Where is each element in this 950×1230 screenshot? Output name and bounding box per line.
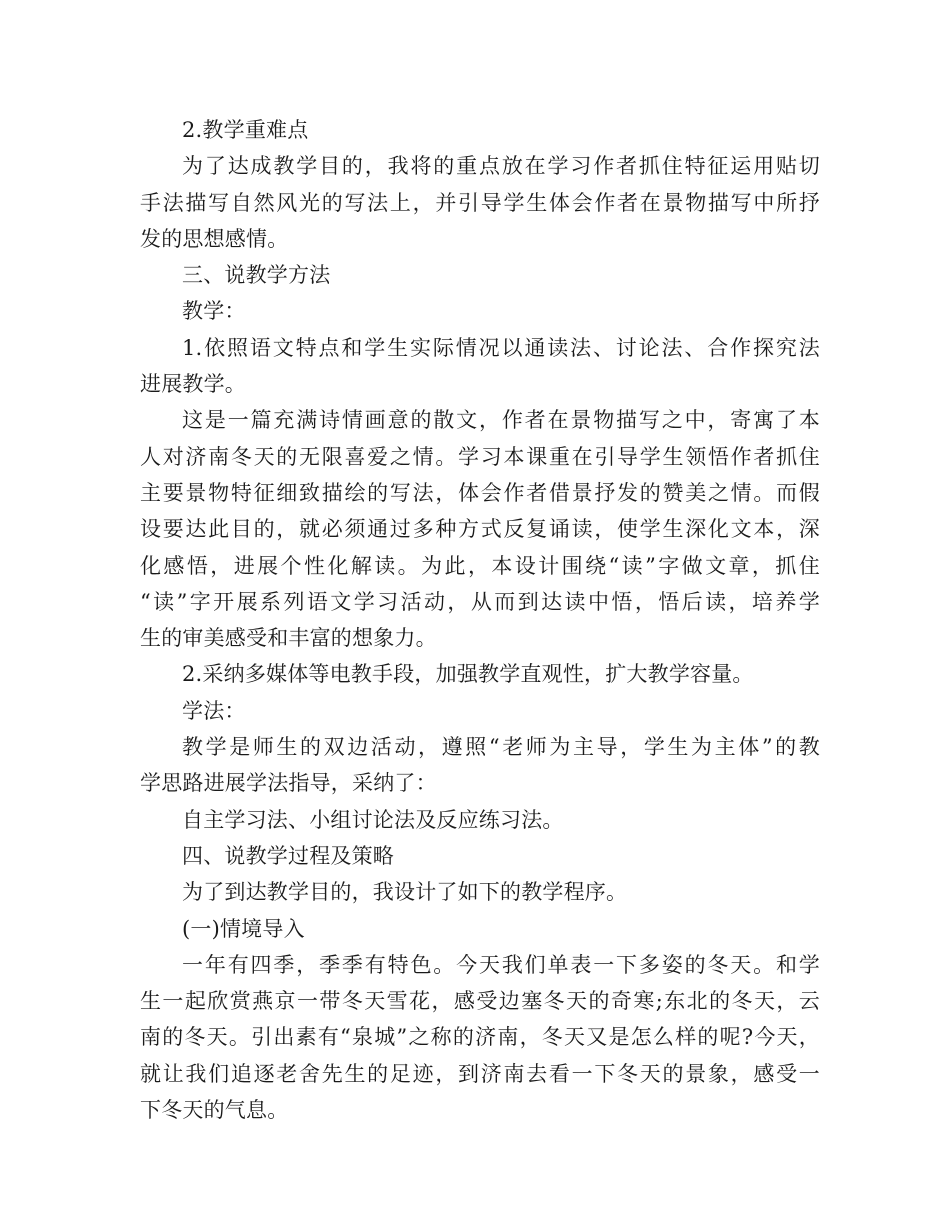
text-line: 发的思想感情。 bbox=[140, 226, 289, 251]
text-line: 教学： bbox=[182, 299, 246, 324]
text-line: 人对济南冬天的无限喜爱之情。学习本课重在引导学生领悟作者抓住 bbox=[140, 444, 820, 469]
text-line: 设要达此目的，就必须通过多种方式反复诵读，使学生深化文本，深 bbox=[140, 517, 820, 542]
text-line: 四、说教学过程及策略 bbox=[182, 843, 394, 868]
text-line: (一)情境导入 bbox=[182, 916, 305, 941]
text-line: 2.教学重难点 bbox=[182, 118, 309, 142]
text-line: “读”字开展系列语文学习活动，从而到达读中悟，悟后读，培养学 bbox=[140, 589, 820, 614]
text-line: 就让我们追逐老舍先生的足迹，到济南去看一下冬天的景象，感受一 bbox=[140, 1061, 820, 1086]
text-line: 1.依照语文特点和学生实际情况以通读法、讨论法、合作探究法 bbox=[182, 335, 820, 360]
text-line: 自主学习法、小组讨论法及反应练习法。 bbox=[182, 807, 564, 832]
text-line: 进展教学。 bbox=[140, 372, 246, 397]
text-line: 2.采纳多媒体等电教手段，加强教学直观性，扩大教学容量。 bbox=[182, 662, 754, 687]
text-line: 为了达成教学目的，我将的重点放在学习作者抓住特征运用贴切 bbox=[182, 154, 820, 179]
text-line: 下冬天的气息。 bbox=[140, 1098, 289, 1123]
text-line: 这是一篇充满诗情画意的散文，作者在景物描写之中，寄寓了本 bbox=[182, 408, 820, 433]
text-line: 教学是师生的双边活动，遵照“老师为主导，学生为主体”的教 bbox=[182, 735, 820, 760]
text-line: 为了到达教学目的，我设计了如下的教学程序。 bbox=[182, 880, 628, 905]
text-line: 一年有四季，季季有特色。今天我们单表一下多姿的冬天。和学 bbox=[182, 952, 820, 977]
text-line: 生的审美感受和丰富的想象力。 bbox=[140, 626, 437, 651]
document-body bbox=[140, 112, 820, 1128]
text-line: 化感悟，进展个性化解读。为此，本设计围绕“读”字做文章，抓住 bbox=[140, 553, 820, 578]
text-line: 手法描写自然风光的写法上，并引导学生体会作者在景物描写中所抒 bbox=[140, 190, 820, 215]
text-line: 主要景物特征细致描绘的写法，体会作者借景抒发的赞美之情。而假 bbox=[140, 480, 820, 505]
text-line: 三、说教学方法 bbox=[182, 263, 331, 288]
text-line: 学法： bbox=[182, 698, 246, 723]
text-line: 学思路进展学法指导，采纳了： bbox=[140, 771, 437, 796]
text-line: 生一起欣赏燕京一带冬天雪花，感受边塞冬天的奇寒;东北的冬天，云 bbox=[140, 989, 820, 1014]
text-line: 南的冬天。引出素有“泉城”之称的济南，冬天又是怎么样的呢?今天， bbox=[140, 1025, 820, 1050]
